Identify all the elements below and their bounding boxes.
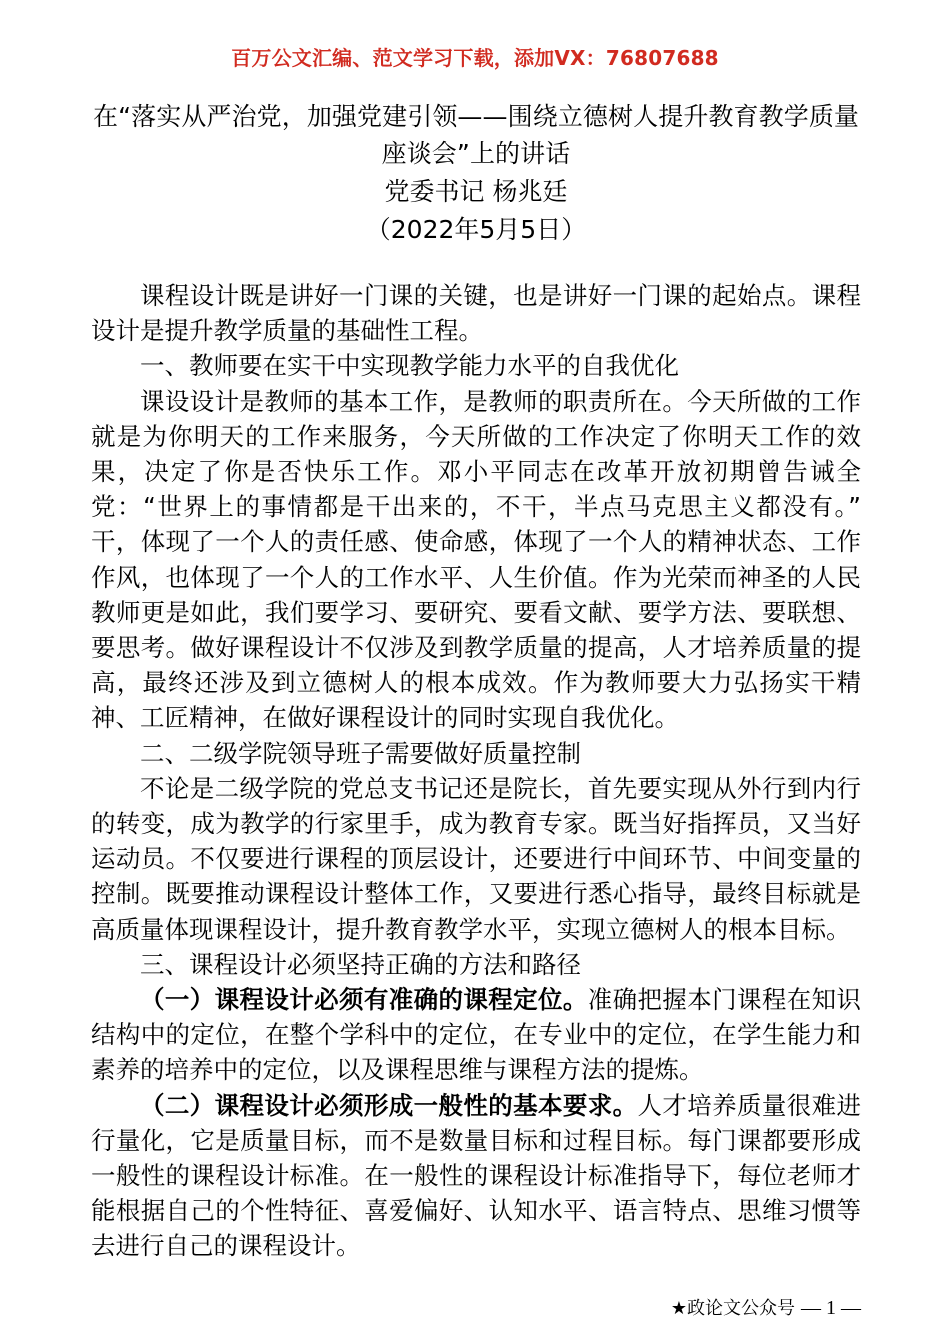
document-body <box>91 278 861 1264</box>
page-footer <box>91 1295 861 1322</box>
document-byline: 党委书记 杨兆廷 <box>384 177 568 206</box>
document-date: （2022年5月5日） <box>365 215 587 244</box>
paragraph-lead-section-3-item-1: （一）课程设计必须有准确的课程定位。 <box>140 985 588 1015</box>
paragraph-text-section-3-item-2: 人才培养质量很难进行量化，它是质量目标，而不是数量目标和过程目标。每门课都要形成一般性的课程设计标准。在一般性的课程设计标准指导下，每位老师才能根据自己的个性特征、喜爱偏好、认知水平、语言特点、思维习惯等去进行自己的课程设计。 <box>91 1090 861 1261</box>
title-block <box>91 98 861 248</box>
paragraph-intro: 课程设计既是讲好一门课的关键，也是讲好一门课的起始点。课程设计是提升教学质量的基础性工程。 <box>91 281 861 346</box>
promo-banner <box>0 42 950 71</box>
paragraph-section-3-item-2 <box>91 1088 861 1264</box>
promo-text: 百万公文汇编、范文学习下载，添加VX：76807688 <box>231 46 719 70</box>
paragraph-text-section-3-item-1: 准确把握本门课程在知识结构中的定位，在整个学科中的定位，在专业中的定位，在学生能力和素养的培养中的定位，以及课程思维与课程方法的提炼。 <box>91 985 861 1085</box>
paragraph-section-1-body: 课设设计是教师的基本工作，是教师的职责所在。今天所做的工作就是为你明天的工作来服务，今天所做的工作决定了你明天工作的效果，决定了你是否快乐工作。邓小平同志在改革开放初期曾告诫全党：“世界上的事情都是干出来的，不干，半点马克思主义都没有。” 干，体现了一个人的责任感、使命感，体现了一个人的精神状态、工作作风，也体现了一个人的工作水平、人生价值。作为光荣而神圣的人民教师更是如此，我们要学习、要研究、要看文献、要学方法、要联想、要思考。做好课程设计不仅涉及到教学质量的提高，人才培养质量的提高，最终还涉及到立德树人的根本成效。作为教师要大力弘扬实干精神、工匠精神，在做好课程设计的同时实现自我优化。 <box>91 386 861 733</box>
paragraph-heading-2: 二、二级学院领导班子需要做好质量控制 <box>140 738 581 768</box>
paragraph-heading-3: 三、课程设计必须坚持正确的方法和路径 <box>140 949 581 979</box>
paragraph-heading-1: 一、教师要在实干中实现教学能力水平的自我优化 <box>140 351 679 381</box>
paragraph-lead-section-3-item-2: （二）课程设计必须形成一般性的基本要求。 <box>140 1090 638 1120</box>
paragraph-section-2-body: 不论是二级学院的党总支书记还是院长，首先要实现从外行到内行的转变，成为教学的行家里手，成为教育专家。既当好指挥员，又当好运动员。不仅要进行课程的顶层设计，还要进行中间环节、中间变量的控制。既要推动课程设计整体工作，又要进行悉心指导，最终目标就是高质量体现课程设计，提升教育教学水平，实现立德树人的根本目标。 <box>91 773 861 944</box>
footer-mark: ★政论文公众号 <box>670 1298 795 1319</box>
footer-page-number: — 1 — <box>801 1297 861 1319</box>
page-title: 在“落实从严治党，加强党建引领——围绕立德树人提升教育教学质量座谈会”上的讲话 <box>92 102 860 168</box>
paragraph-section-3-item-1 <box>91 982 861 1088</box>
